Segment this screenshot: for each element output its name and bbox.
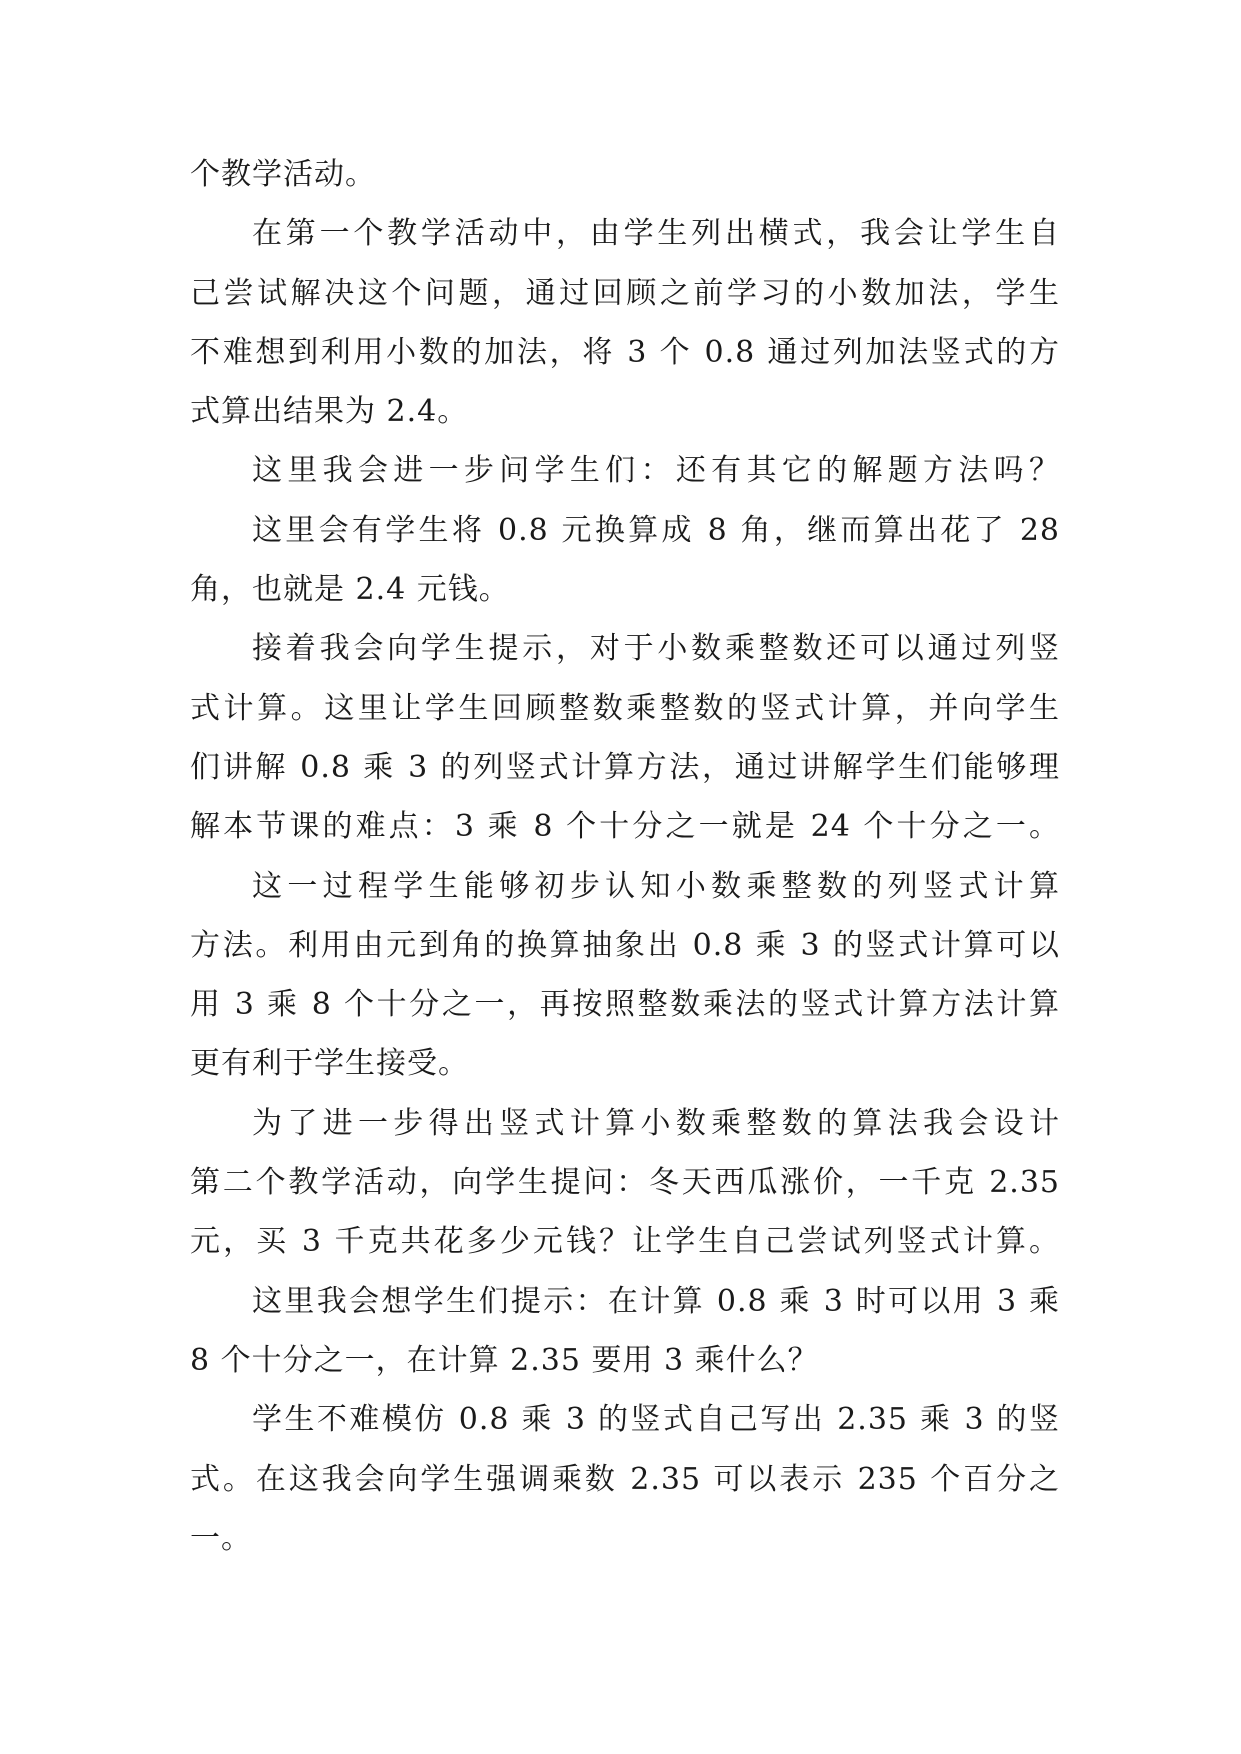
text-line: 方法。利用由元到角的换算抽象出 0.8 乘 3 的竖式计算可以 (190, 927, 1060, 963)
text-line: 己尝试解决这个问题，通过回顾之前学习的小数加法，学生 (190, 275, 1060, 311)
text-line: 解本节课的难点：3 乘 8 个十分之一就是 24 个十分之一。 (190, 809, 1060, 845)
text-line: 第二个教学活动，向学生提问：冬天西瓜涨价，一千克 2.35 (190, 1165, 1060, 1201)
text-line: 这里我会进一步问学生们：还有其它的解题方法吗？ (252, 453, 1060, 489)
text-line: 式计算。这里让学生回顾整数乘整数的竖式计算，并向学生 (190, 690, 1060, 726)
text-line: 接着我会向学生提示，对于小数乘整数还可以通过列竖 (252, 631, 1060, 667)
text-line: 在第一个教学活动中，由学生列出横式，我会让学生自 (252, 216, 1060, 252)
text-line: 这里我会想学生们提示：在计算 0.8 乘 3 时可以用 3 乘 (252, 1283, 1060, 1319)
text-line: 这一过程学生能够初步认知小数乘整数的列竖式计算 (252, 868, 1060, 904)
text-line: 式算出结果为 2.4。 (190, 394, 469, 430)
text-line: 个教学活动。 (190, 157, 376, 192)
text-line: 式。在这我会向学生强调乘数 2.35 可以表示 235 个百分之 (190, 1461, 1060, 1497)
text-line: 为了进一步得出竖式计算小数乘整数的算法我会设计 (252, 1105, 1060, 1141)
text-line: 更有利于学生接受。 (190, 1046, 469, 1082)
text-line: 8 个十分之一，在计算 2.35 要用 3 乘什么？ (190, 1342, 819, 1378)
text-line: 这里会有学生将 0.8 元换算成 8 角，继而算出花了 28 (252, 512, 1060, 548)
text-line: 角，也就是 2.4 元钱。 (190, 572, 510, 608)
text-line: 元，买 3 千克共花多少元钱？让学生自己尝试列竖式计算。 (190, 1224, 1060, 1260)
text-line: 们讲解 0.8 乘 3 的列竖式计算方法，通过讲解学生们能够理 (190, 749, 1060, 785)
text-line: 不难想到利用小数的加法，将 3 个 0.8 通过列加法竖式的方 (190, 334, 1060, 370)
text-line: 一。 (190, 1520, 252, 1556)
text-line: 用 3 乘 8 个十分之一，再按照整数乘法的竖式计算方法计算 (190, 987, 1060, 1023)
document-body (190, 157, 1060, 1583)
text-line: 学生不难模仿 0.8 乘 3 的竖式自己写出 2.35 乘 3 的竖 (252, 1402, 1060, 1438)
